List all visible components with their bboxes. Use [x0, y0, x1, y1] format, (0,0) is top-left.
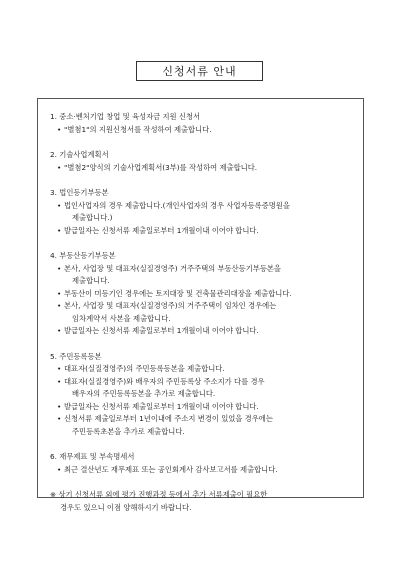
list-item-text: 부동산이 미등기인 경우에는 토지대장 및 건축물관리대장을 제출합니다. [64, 288, 292, 298]
section-1 [50, 111, 353, 136]
bullet-icon: • [57, 124, 62, 134]
list-item [50, 464, 353, 477]
bullet-icon: • [57, 301, 62, 310]
list-item-text: 신청서류 제출일로부터 1년이내에 주소지 변경이 있었을 경우에는 [64, 414, 273, 423]
footnote-line-1: 상기 신청서류 외에 평가 진행과정 등에서 추가 서류제출이 필요한 [58, 490, 268, 499]
footnote-line-2: 경우도 있으니 이점 양해하시기 바랍니다. [60, 502, 192, 512]
list-item-text: 최근 결산년도 재무제표 또는 공인회계사 감사보고서를 제출합니다. [64, 464, 278, 474]
bullet-icon: • [57, 200, 62, 210]
list-item [50, 200, 353, 225]
list-item-text: 발급일자는 신청서류 제출일로부터 1개월이내 이어야 합니다. [64, 326, 259, 335]
list-item [50, 376, 353, 401]
section-heading: 5. 주민등록등본 [50, 351, 102, 361]
section-heading: 4. 부동산등기부등본 [50, 251, 116, 260]
list-item [50, 162, 353, 175]
bullet-icon: • [57, 225, 62, 235]
bullet-icon: • [57, 376, 62, 386]
bullet-icon: • [57, 263, 62, 273]
section-2 [50, 149, 353, 174]
document-title: 신청서류 안내 [136, 61, 263, 81]
section-heading: 6. 재무제표 및 부속명세서 [50, 452, 135, 461]
list-item-text: "별첨1"의 지원신청서를 작성하여 제출합니다. [64, 124, 212, 134]
bullet-icon: • [57, 364, 62, 373]
bullet-icon: • [57, 326, 62, 335]
footnote-symbol: ※ [50, 490, 57, 499]
footnote [50, 489, 353, 514]
list-item [50, 288, 353, 301]
list-item [50, 300, 353, 325]
list-item-text: "별첨2"양식의 기술사업계획서(3부)를 작성하여 제출합니다. [64, 162, 258, 172]
list-item-continuation: 제출합니다. [72, 276, 110, 285]
list-item-continuation: 배우자의 주민등록등본을 추가로 제출합니다. [72, 389, 216, 398]
section-3 [50, 187, 353, 237]
bullet-icon: • [57, 414, 62, 423]
section-heading: 2. 기술사업계획서 [50, 150, 109, 159]
list-item [50, 124, 353, 137]
list-item [50, 225, 353, 238]
section-list [50, 111, 353, 476]
section-6 [50, 451, 353, 476]
list-item-text: 발급일자는 신청서류 제출일로부터 1개월이내 이어야 합니다. [64, 225, 259, 235]
list-item-continuation: 임차계약서 사본을 제출합니다. [72, 313, 171, 323]
list-item-text: 본사, 사업장 및 대표자(실질경영주)의 거주주택이 임차인 경우에는 [64, 301, 277, 310]
list-item-continuation: 주민등록초본을 추가로 제출합니다. [72, 426, 185, 436]
list-item-text: 법인사업자의 경우 제출합니다.(개인사업자의 경우 사업자등록증명원을 [64, 200, 290, 210]
list-item-text: 발급일자는 신청서류 제출일로부터 1개월이내 이어야 합니다. [64, 401, 259, 411]
list-item-text: 대표자(실질경영주)의 주민등록등본을 제출합니다. [64, 364, 225, 373]
section-5 [50, 351, 353, 439]
section-heading: 3. 법인등기부등본 [50, 188, 109, 197]
list-item-text: 본사, 사업장 및 대표자(실질경영주) 거주주택의 부동산등기부등본을 [64, 263, 281, 273]
list-item-text: 대표자(실질경영주)와 배우자의 주민등록상 주소지가 다를 경우 [64, 376, 265, 386]
list-item-continuation: 제출합니다.) [72, 213, 113, 222]
list-item [50, 401, 353, 414]
list-item [50, 325, 353, 338]
bullet-icon: • [57, 288, 62, 298]
requirements-box [37, 98, 364, 512]
section-heading: 1. 중소·벤처기업 창업 및 육성자금 지원 신청서 [50, 112, 201, 121]
section-4 [50, 250, 353, 338]
list-item [50, 363, 353, 376]
bullet-icon: • [57, 401, 62, 411]
bullet-icon: • [57, 162, 62, 172]
list-item [50, 263, 353, 288]
list-item [50, 413, 353, 438]
bullet-icon: • [57, 464, 62, 474]
